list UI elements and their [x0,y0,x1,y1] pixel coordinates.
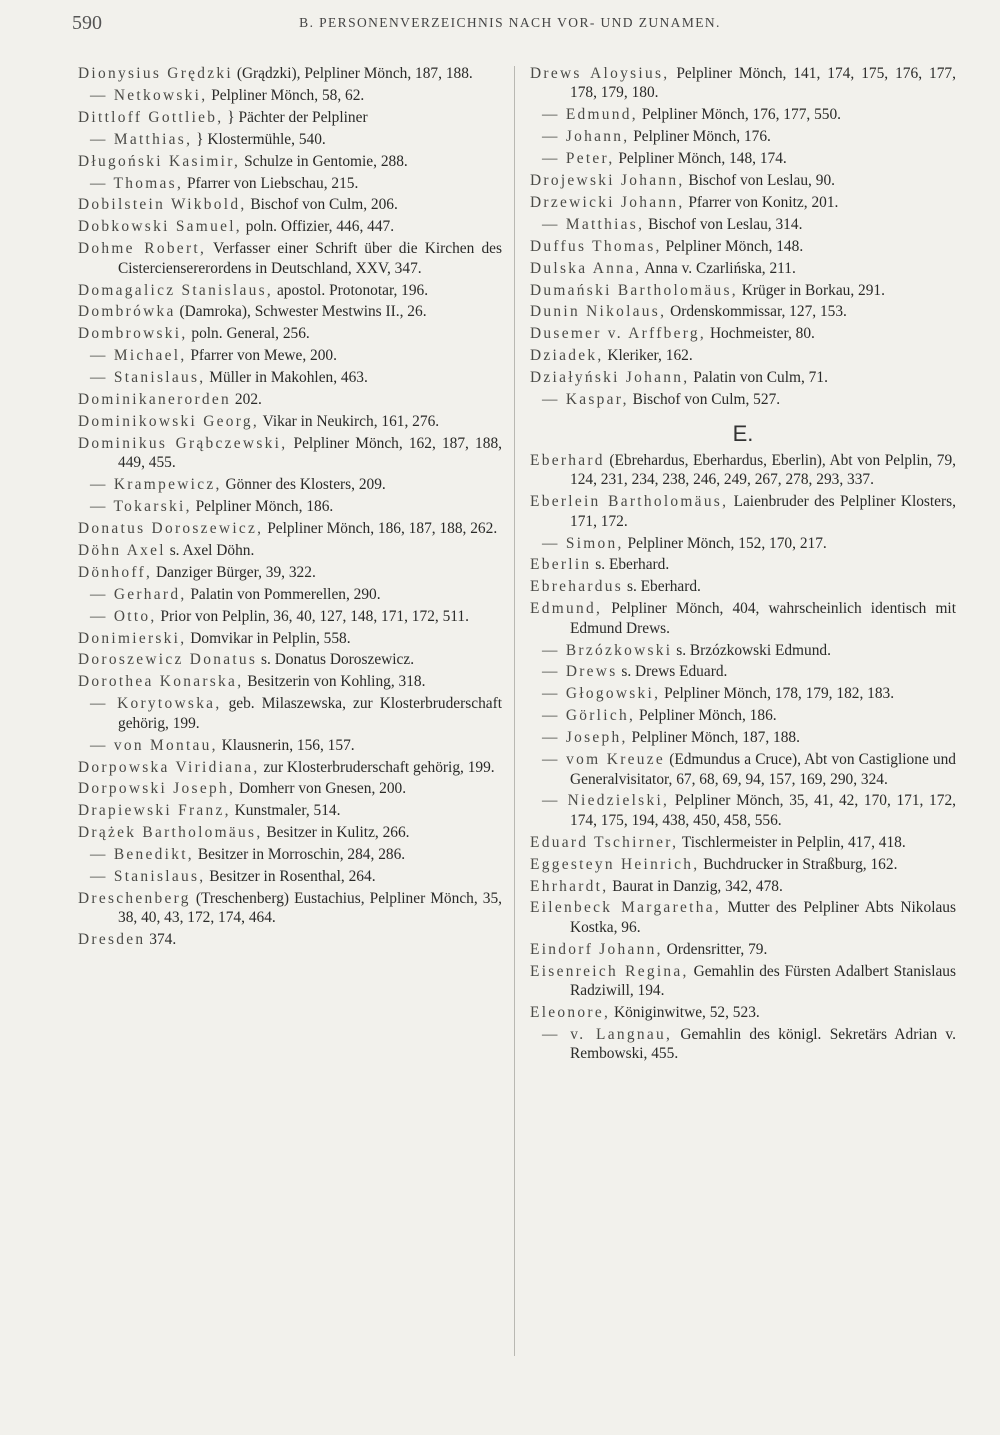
index-entry [78,152,502,171]
page-header [72,8,928,38]
entry-text: geb. Milaszewska, zur Klosterbruderschaft gehörig, 199. [118,695,503,732]
index-entry [530,105,956,124]
entry-text: Anna v. Czarlińska, 211. [644,259,796,277]
column-divider [514,66,515,1356]
entry-text: Prior von Pelplin, 36, 40, 127, 148, 171, 172, 511. [160,607,469,625]
entry-text: zur Klosterbruderschaft gehörig, 199. [263,758,495,776]
index-entry [78,585,502,604]
entry-text: Pelpliner Mönch, 186, 187, 188, 262. [267,520,498,538]
entry-text: s. Axel Döhn. [169,541,255,559]
entry-text: Vikar in Neukirch, 161, 276. [262,413,440,430]
entry-text: (Treschenberg) Eustachius, Pelpliner Mönch, 35, 38, 40, 43, 172, 174, 464. [118,889,502,927]
entry-name: Drapiewski Franz, [78,802,231,820]
index-entry [78,823,502,842]
entry-name: — Matthias, [90,130,193,148]
entry-text: Bischof von Leslau, 314. [648,215,803,233]
entry-name: — Stanislaus, [90,868,206,886]
entry-text: Hochmeister, 80. [709,325,815,343]
index-entry [78,845,502,864]
entry-name: — v. Langnau, [542,1025,673,1043]
index-entry [530,577,956,596]
index-entry [78,541,502,560]
entry-text: Gemahlin des königl. Sekretärs Adrian v. Rembowski, 455. [570,1025,956,1063]
index-entry [78,779,502,798]
entry-name: Dominikanerorden [78,391,232,409]
index-entry [530,64,956,103]
entry-name: — von Montau, [90,736,218,754]
index-entry [78,519,502,538]
entry-name: Dobkowski Samuel, [78,218,242,236]
entry-name: Eberlin [530,556,592,574]
entry-name: Dreschenberg [78,889,191,907]
entry-name: Doroszewicz Donatus [78,651,258,669]
index-entry [530,641,956,660]
entry-text: } Klostermühle, 540. [196,130,326,148]
entry-name: Donimierski, [78,629,187,647]
entry-name: Dombrowski, [78,325,188,343]
entry-name: Dorpowska Viridiana, [78,758,260,776]
index-entry [78,694,502,733]
section-letter-e: E. [732,420,754,446]
entry-name: — Niedzielski, [542,792,670,810]
index-entry [78,130,502,149]
entry-text: 374. [149,931,177,949]
entry-text: poln. Offizier, 446, 447. [245,218,395,236]
entry-name: Dionysius Grędzki [78,65,233,82]
index-entry [530,215,956,234]
entry-text: Baurat in Danzig, 342, 478. [612,877,783,895]
entry-name: Eduard Tschirner, [530,833,679,851]
entry-text: Tischlermeister in Pelplin, 417, 418. [681,833,906,851]
entry-text: Ordensritter, 79. [666,940,768,958]
index-entry [78,195,502,214]
index-entry [530,281,956,300]
entry-text: Pfarrer von Liebschau, 215. [186,174,359,192]
entry-text: Pelpliner Mönch, 186. [195,498,334,516]
entry-name: Dohme Robert, [78,240,207,258]
index-entry [78,889,502,928]
entry-name: — Kaspar, [542,391,629,409]
entry-name: Dorothea Konarska, [78,673,244,691]
entry-text: 202. [234,391,262,409]
index-entry [78,801,502,820]
section-e [530,451,956,1064]
index-entry [530,237,956,256]
index-entry [78,390,502,409]
index-entry [78,475,502,494]
index-entry [530,1025,956,1064]
index-entry [530,555,956,574]
entry-text: Buchdrucker in Straßburg, 162. [703,855,898,873]
index-entry [78,324,502,343]
entry-text: Pelpliner Mönch, 176. [633,128,771,146]
index-entry [78,434,502,473]
entry-text: Pelpliner Mönch, 148. [665,237,804,255]
entry-name: Döhn Axel [78,541,166,559]
entry-text: Pelpliner Mönch, 404, wahrscheinlich identisch mit Edmund Drews. [570,600,956,637]
entry-name: — Thomas, [90,174,184,192]
entry-text: Gönner des Klosters, 209. [225,476,386,494]
entry-name: — Brzózkowski [542,641,673,659]
index-entry [530,259,956,278]
entry-text: Kleriker, 162. [607,347,693,365]
entry-name: Eberlein Bartholomäus, [530,493,729,511]
index-entry [78,930,502,949]
entry-text: s. Eberhard. [626,578,701,596]
entry-name: Dusemer v. Arffberg, [530,325,707,343]
entry-text: Klausnerin, 156, 157. [221,736,355,754]
entry-text: Besitzer in Morroschin, 284, 286. [197,846,406,864]
entry-text: Gemahlin des Fürsten Adalbert Stanislaus Radziwill, 194. [570,962,956,1000]
entry-text: poln. General, 256. [191,325,310,343]
entry-name: Ebrehardus [530,578,624,596]
index-entry [530,750,956,789]
entry-name: Działyński Johann, [530,369,690,387]
index-entry [530,877,956,896]
index-entry [78,217,502,236]
entry-name: Eisenreich Regina, [530,962,689,980]
index-entry [530,302,956,321]
entry-text: Bischof von Culm, 206. [250,196,398,214]
index-entry [78,64,502,83]
entry-text: Königinwitwe, 52, 523. [613,1003,760,1021]
entry-text: Pelpliner Mönch, 148, 174. [618,150,787,168]
index-entry [78,650,502,669]
entry-name: Długoński Kasimir, [78,152,241,170]
entry-name: — Netkowski, [90,86,208,104]
entry-name: Dobilstein Wikbold, [78,196,247,214]
entry-text: Pelpliner Mönch, 186. [638,707,777,725]
index-entry [530,791,956,830]
entry-name: Drews Aloysius, [530,65,670,82]
entry-text: Domvikar in Pelplin, 558. [190,629,351,647]
entry-text: Bischof von Leslau, 90. [688,172,835,190]
entry-text: Besitzer in Rosenthal, 264. [209,868,376,886]
entry-name: — Korytowska, [90,695,222,713]
entry-text: (Grądzki), Pelpliner Mönch, 187, 188. [236,65,473,82]
entry-text: Besitzer in Kulitz, 266. [266,824,410,842]
entry-text: s. Drews Eduard. [621,663,728,681]
index-entry [530,346,956,365]
entry-text: Pelpliner Mönch, 58, 62. [211,86,365,104]
index-entry [530,149,956,168]
left-column [78,64,502,952]
entry-text: Mutter des Pelpliner Abts Nikolaus Kostka, 96. [570,899,956,936]
entry-name: Eindorf Johann, [530,940,663,958]
entry-name: Duffus Thomas, [530,237,662,255]
entry-name: — Tokarski, [90,498,192,516]
entry-text: } Pächter der Pelpliner [227,108,368,126]
entry-name: Dombrówka [78,303,176,321]
entry-name: Drążek Bartholomäus, [78,824,263,842]
index-entry [530,324,956,343]
index-entry [78,302,502,321]
entry-text: Pelpliner Mönch, 141, 174, 175, 176, 177, 178, 179, 180. [570,65,956,102]
entry-name: Ehrhardt, [530,877,609,895]
entry-name: — Głogowski, [542,685,661,703]
index-entry [530,898,956,937]
index-entry [530,127,956,146]
index-entry [78,239,502,278]
entry-text: Besitzerin von Kohling, 318. [247,673,426,691]
index-entry [78,281,502,300]
index-entry [530,171,956,190]
entry-name: Dulska Anna, [530,259,642,277]
index-entry [530,599,956,638]
entry-name: — Drews [542,663,618,681]
index-entry [78,758,502,777]
entry-name: Dziadek, [530,347,604,365]
index-entry [78,607,502,626]
entry-name: — Michael, [90,347,187,365]
entry-name: Dominikowski Georg, [78,413,260,430]
index-entry [78,497,502,516]
entry-text: Müller in Makohlen, 463. [209,369,368,387]
entry-text: Bischof von Culm, 527. [632,391,781,409]
entry-text: Danziger Bürger, 39, 322. [155,563,316,581]
index-entry [530,706,956,725]
entry-name: — vom Kreuze [542,751,666,769]
entry-name: Eilenbeck Margaretha, [530,899,721,917]
entry-name: — Otto, [90,607,157,625]
index-entry [530,662,956,681]
entry-text: s. Brzózkowski Edmund. [676,641,831,659]
entry-text: Ordenskommissar, 127, 153. [670,303,847,321]
index-entry [78,563,502,582]
entry-text: Pelpliner Mönch, 187, 188. [631,729,800,747]
entry-name: Dittloff Gottlieb, [78,108,224,126]
entry-text: Pfarrer von Konitz, 201. [688,193,839,211]
index-entry [530,451,956,490]
index-entry [78,368,502,387]
entry-name: Eleonore, [530,1003,611,1021]
index-entry [530,962,956,1001]
index-entry [78,867,502,886]
index-entry [530,534,956,553]
index-entry [530,728,956,747]
index-entry [530,390,956,409]
entry-name: Dresden [78,931,146,949]
section-d-continued [530,64,956,410]
index-entry [530,492,956,531]
entry-text: Krüger in Borkau, 291. [741,281,885,299]
entry-name: — Stanislaus, [90,369,206,387]
entry-text: Verfasser einer Schrift über die Kirchen des Cisterciensererordens in Deutschland, XXV, 347. [118,240,502,277]
entry-name: — Matthias, [542,215,645,233]
entry-text: Kunstmaler, 514. [234,802,341,820]
entry-name: Dunin Nikolaus, [530,303,667,321]
entry-text: Domherr von Gnesen, 200. [238,780,407,798]
entry-text: Pelpliner Mönch, 35, 41, 42, 170, 171, 172, 174, 175, 194, 438, 450, 458, 556. [570,792,956,829]
entry-text: Pfarrer von Mewe, 200. [190,347,337,365]
entry-name: Donatus Doroszewicz, [78,520,264,538]
index-entry [530,1003,956,1022]
index-entry [78,346,502,365]
index-entry [530,855,956,874]
index-entry [530,684,956,703]
entry-text: Pelpliner Mönch, 152, 170, 217. [627,534,827,552]
index-entry [530,193,956,212]
entry-name: — Krampewicz, [90,476,222,494]
entry-text: (Damroka), Schwester Mestwins II., 26. [179,303,427,321]
entry-name: — Gerhard, [90,585,187,603]
index-entry [78,672,502,691]
entry-text: Laienbruder des Pelpliner Klosters, 171, 172. [570,493,956,530]
index-entry [530,940,956,959]
index-entry [78,629,502,648]
entry-text: Pelpliner Mönch, 176, 177, 550. [641,106,842,124]
entry-name: Dominikus Grąbczewski, [78,434,288,452]
right-column [530,64,956,1066]
entry-text: s. Eberhard. [595,556,670,574]
index-entry [78,108,502,127]
entry-text: Palatin von Pommerellen, 290. [190,585,381,603]
entry-name: Drojewski Johann, [530,172,685,190]
entry-name: — Peter, [542,150,615,168]
entry-name: Dorpowski Joseph, [78,780,236,798]
running-head: B. PERSONENVERZEICHNIS NACH VOR- UND ZUNAMEN. [299,15,721,30]
entry-name: — Johann, [542,128,630,146]
entry-text: (Edmundus a Cruce), Abt von Castiglione und Generalvisitator, 67, 68, 69, 94, 157, 169, 290, 324. [570,751,956,788]
entry-text: Pelpliner Mönch, 162, 187, 188, 449, 455. [118,434,502,472]
entry-name: — Görlich, [542,707,636,725]
entry-name: Dönhoff, [78,563,153,581]
entry-name: — Benedikt, [90,846,194,864]
entry-text: Schulze in Gentomie, 288. [244,152,408,170]
index-entry [78,174,502,193]
index-entry [530,833,956,852]
index-entry [78,736,502,755]
index-entry [78,412,502,431]
entry-text: Palatin von Culm, 71. [693,369,828,387]
entry-name: Eggesteyn Heinrich, [530,855,700,873]
entry-text: Pelpliner Mönch, 178, 179, 182, 183. [664,685,895,703]
entry-name: Drzewicki Johann, [530,193,685,211]
index-entry [530,368,956,387]
entry-text: s. Donatus Doroszewicz. [261,651,415,669]
entry-name: Domagalicz Stanislaus, [78,281,274,299]
entry-name: Eberhard [530,451,605,469]
entry-name: Dumański Bartholomäus, [530,281,738,299]
entry-name: Edmund, [530,600,603,618]
entry-text: apostol. Protonotar, 196. [276,281,429,299]
entry-name: — Edmund, [542,106,638,124]
page-number: 590 [72,11,102,34]
index-entry [78,86,502,105]
entry-text: (Ebrehardus, Eberhardus, Eberlin), Abt von Pelplin, 79, 124, 231, 234, 238, 246, 249, 267, 278, 293, 337. [570,451,956,489]
entry-name: — Joseph, [542,729,628,747]
entry-name: — Simon, [542,534,624,552]
